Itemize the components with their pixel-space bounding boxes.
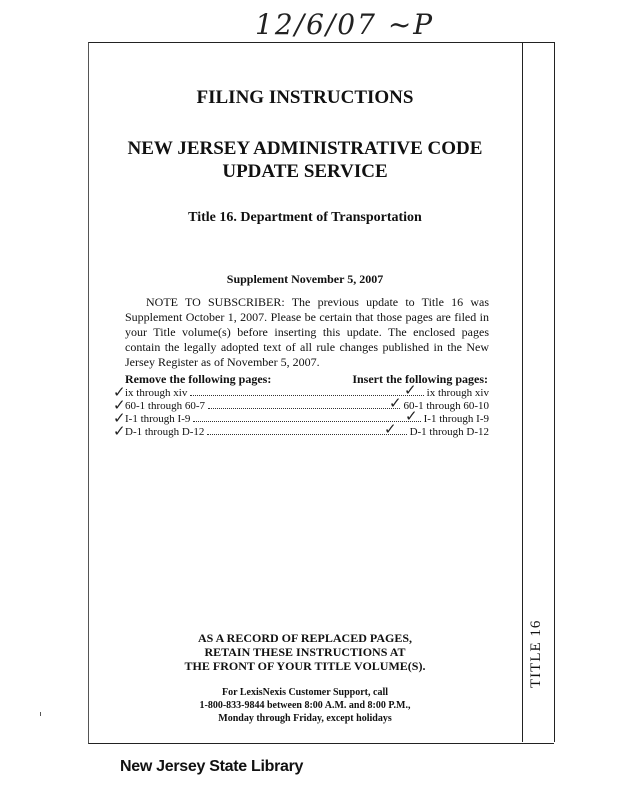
subscriber-note [125, 295, 489, 370]
library-stamp: New Jersey State Library [120, 758, 304, 775]
scan-speck [40, 712, 41, 716]
check-mark-icon: ✓ [113, 409, 126, 427]
customer-support-info [88, 686, 522, 725]
remove-pages-header: Remove the following pages: [125, 372, 272, 386]
remove-pages: 60-1 through 60-7 [125, 400, 206, 412]
title-tab-label: TITLE 16 [528, 619, 544, 688]
supplement-date: Supplement November 5, 2007 [226, 272, 384, 286]
check-mark-icon: ✓ [389, 394, 402, 412]
support-line: 1-800-833-9844 between 8:00 A.M. and 8:00 P.M., [199, 700, 411, 711]
check-mark-icon: ✓ [404, 381, 417, 399]
record-line: THE FRONT OF YOUR TITLE VOLUME(S). [184, 659, 426, 673]
dot-leader [207, 433, 406, 435]
remove-pages: I-1 through I-9 [125, 413, 191, 425]
code-title-line-1: NEW JERSEY ADMINISTRATIVE CODE [127, 138, 483, 159]
filing-row [125, 424, 489, 438]
check-mark-icon: ✓ [113, 383, 126, 401]
filing-row [125, 398, 489, 412]
insert-pages: ix through xiv [426, 387, 489, 399]
remove-pages: ix through xiv [125, 387, 188, 399]
subscriber-note-text: NOTE TO SUBSCRIBER: The previous update to Title 16 was Supplement October 1, 2007. Please be certain that those pages are filed in your Title volume(s) before inserting this update. The enclosed pages contain the legally adopted text of all rule changes published in the New Jersey Register as of November 5, 2007. [125, 295, 489, 369]
record-line: RETAIN THESE INSTRUCTIONS AT [204, 645, 406, 659]
check-mark-icon: ✓ [113, 422, 126, 440]
support-line: For LexisNexis Customer Support, call [221, 687, 388, 698]
dot-leader [208, 407, 400, 409]
record-line: AS A RECORD OF REPLACED PAGES, [197, 631, 413, 645]
insert-pages: 60-1 through 60-10 [403, 400, 489, 412]
check-mark-icon: ✓ [113, 396, 126, 414]
filing-row [125, 411, 489, 425]
record-instructions [88, 631, 522, 673]
remove-pages: D-1 through D-12 [125, 426, 205, 438]
code-title [88, 137, 522, 183]
insert-pages: D-1 through D-12 [409, 426, 489, 438]
check-mark-icon: ✓ [405, 407, 418, 425]
insert-pages-header: Insert the following pages: [352, 372, 488, 386]
check-mark-icon: ✓ [384, 420, 397, 438]
department-title: Title 16. Department of Transportation [188, 210, 422, 225]
insert-pages: I-1 through I-9 [423, 413, 489, 425]
filing-row [125, 385, 489, 399]
handwritten-date-note: 12/6/07 ~P [255, 8, 435, 41]
code-title-line-2: UPDATE SERVICE [222, 161, 388, 182]
support-line: Monday through Friday, except holidays [218, 713, 392, 724]
document-heading: FILING INSTRUCTIONS [196, 87, 414, 108]
